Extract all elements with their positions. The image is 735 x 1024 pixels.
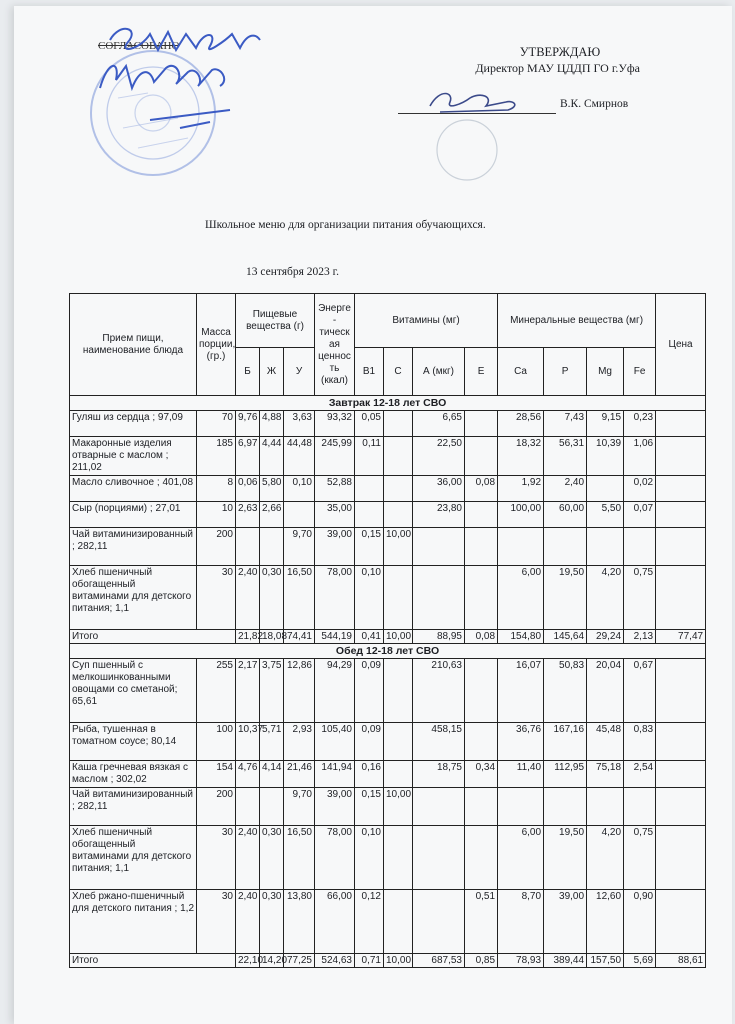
cell-zh: 0,30 (260, 826, 284, 890)
cell-fe: 0,83 (624, 723, 656, 761)
cell-mg: 5,50 (587, 502, 624, 528)
total-b1: 0,71 (355, 954, 384, 968)
cell-b1: 0,16 (355, 761, 384, 788)
table-row (70, 659, 706, 723)
cell-mass: 70 (197, 411, 236, 437)
cell-ca: 28,56 (498, 411, 544, 437)
cell-mass: 100 (197, 723, 236, 761)
cell-price (656, 528, 706, 566)
total-a: 88,95 (413, 630, 465, 644)
cell-price (656, 437, 706, 476)
signature-line (398, 113, 556, 114)
cell-u: 16,50 (284, 826, 315, 890)
cell-zh: 5,80 (260, 476, 284, 502)
cell-p: 39,00 (544, 890, 587, 954)
cell-energy: 39,00 (315, 528, 355, 566)
cell-mg: 20,04 (587, 659, 624, 723)
cell-b1: 0,09 (355, 659, 384, 723)
cell-a: 23,80 (413, 502, 465, 528)
cell-mg (587, 788, 624, 826)
cell-fe (624, 788, 656, 826)
cell-b: 2,17 (236, 659, 260, 723)
header-ca: Са (498, 348, 544, 396)
cell-fe: 2,54 (624, 761, 656, 788)
cell-c (384, 437, 413, 476)
cell-b: 2,63 (236, 502, 260, 528)
cell-ca: 1,92 (498, 476, 544, 502)
approval-block (440, 44, 640, 76)
total-mg: 29,24 (587, 630, 624, 644)
cell-b1 (355, 502, 384, 528)
cell-c (384, 890, 413, 954)
cell-e (465, 659, 498, 723)
total-b1: 0,41 (355, 630, 384, 644)
header-b1: В1 (355, 348, 384, 396)
cell-price (656, 723, 706, 761)
cell-fe: 0,75 (624, 826, 656, 890)
cell-b1: 0,09 (355, 723, 384, 761)
cell-mass: 255 (197, 659, 236, 723)
cell-b: 6,97 (236, 437, 260, 476)
cell-b1: 0,05 (355, 411, 384, 437)
cell-mass: 200 (197, 788, 236, 826)
table-row (70, 476, 706, 502)
cell-a: 6,65 (413, 411, 465, 437)
cell-zh: 3,75 (260, 659, 284, 723)
cell-e (465, 826, 498, 890)
cell-c: 10,00 (384, 788, 413, 826)
cell-u: 12,86 (284, 659, 315, 723)
cell-b1 (355, 476, 384, 502)
cell-fe: 1,06 (624, 437, 656, 476)
header-vitamins: Витамины (мг) (355, 294, 498, 348)
cell-a: 22,50 (413, 437, 465, 476)
cell-energy: 35,00 (315, 502, 355, 528)
cell-ca (498, 788, 544, 826)
cell-u: 9,70 (284, 788, 315, 826)
approval-title: УТВЕРЖДАЮ (519, 45, 601, 59)
document-title: Школьное меню для организации питания обучающихся. (205, 219, 486, 231)
table-row (70, 826, 706, 890)
faint-stamp (432, 115, 502, 185)
cell-mass: 10 (197, 502, 236, 528)
cell-c (384, 761, 413, 788)
cell-ca: 36,76 (498, 723, 544, 761)
section-title: Завтрак 12-18 лет СВО (70, 396, 706, 411)
total-u: 74,41 (284, 630, 315, 644)
cell-b: 4,76 (236, 761, 260, 788)
cell-b1: 0,12 (355, 890, 384, 954)
cell-a (413, 788, 465, 826)
document-date: 13 сентября 2023 г. (246, 266, 339, 278)
cell-p: 167,16 (544, 723, 587, 761)
dish-name: Хлеб пшеничный обогащенный витаминами для детского питания; 1,1 (70, 826, 197, 890)
cell-e (465, 566, 498, 630)
cell-price (656, 826, 706, 890)
cell-b: 10,37 (236, 723, 260, 761)
cell-price (656, 476, 706, 502)
header-mg: Mg (587, 348, 624, 396)
table-row (70, 566, 706, 630)
total-b: 21,82 (236, 630, 260, 644)
cell-energy: 66,00 (315, 890, 355, 954)
director-name: В.К. Смирнов (560, 98, 629, 110)
cell-zh: 0,30 (260, 566, 284, 630)
cell-b: 2,40 (236, 566, 260, 630)
cell-p (544, 528, 587, 566)
table-row (70, 437, 706, 476)
table-row (70, 723, 706, 761)
header-nutrients: Пищевые вещества (г) (236, 294, 315, 348)
cell-mg: 4,20 (587, 566, 624, 630)
cell-a (413, 528, 465, 566)
cell-energy: 94,29 (315, 659, 355, 723)
dish-name: Каша гречневая вязкая с маслом ; 302,02 (70, 761, 197, 788)
cell-energy: 52,88 (315, 476, 355, 502)
cell-u: 21,46 (284, 761, 315, 788)
cell-mass: 8 (197, 476, 236, 502)
cell-fe (624, 528, 656, 566)
cell-b1: 0,10 (355, 566, 384, 630)
dish-name: Макаронные изделия отварные с маслом ; 211,02 (70, 437, 197, 476)
cell-fe: 0,23 (624, 411, 656, 437)
cell-a (413, 566, 465, 630)
dish-name: Хлеб пшеничный обогащенный витаминами для детского питания; 1,1 (70, 566, 197, 630)
cell-e (465, 723, 498, 761)
total-row (70, 630, 706, 644)
cell-e (465, 437, 498, 476)
table-row (70, 528, 706, 566)
cell-e (465, 528, 498, 566)
dish-name: Масло сливочное ; 401,08 (70, 476, 197, 502)
cell-mg: 4,20 (587, 826, 624, 890)
cell-zh: 4,88 (260, 411, 284, 437)
total-c: 10,00 (384, 954, 413, 968)
cell-p: 50,83 (544, 659, 587, 723)
header-fe: Fe (624, 348, 656, 396)
handwritten-signature-left (80, 10, 280, 140)
header-c: С (384, 348, 413, 396)
cell-c (384, 502, 413, 528)
header-a: А (мкг) (413, 348, 465, 396)
cell-ca: 6,00 (498, 566, 544, 630)
cell-c (384, 566, 413, 630)
cell-zh (260, 528, 284, 566)
section-header (70, 396, 706, 411)
total-c: 10,00 (384, 630, 413, 644)
cell-mass: 30 (197, 890, 236, 954)
cell-u: 16,50 (284, 566, 315, 630)
header-zh: Ж (260, 348, 284, 396)
cell-mg: 10,39 (587, 437, 624, 476)
menu-table-body (70, 396, 706, 968)
cell-e (465, 502, 498, 528)
cell-c (384, 826, 413, 890)
cell-u (284, 502, 315, 528)
cell-fe: 0,90 (624, 890, 656, 954)
cell-a: 458,15 (413, 723, 465, 761)
cell-b: 0,06 (236, 476, 260, 502)
dish-name: Чай витаминизированный ; 282,11 (70, 528, 197, 566)
agreed-label: СОГЛАСОВАНО (98, 40, 180, 52)
cell-u: 3,63 (284, 411, 315, 437)
header-u: У (284, 348, 315, 396)
header-b: Б (236, 348, 260, 396)
cell-mass: 185 (197, 437, 236, 476)
cell-fe: 0,75 (624, 566, 656, 630)
cell-e (465, 411, 498, 437)
total-label: Итого (70, 954, 236, 968)
total-energy: 524,63 (315, 954, 355, 968)
total-price: 77,47 (656, 630, 706, 644)
cell-price (656, 566, 706, 630)
cell-fe: 0,07 (624, 502, 656, 528)
cell-mass: 30 (197, 566, 236, 630)
table-row (70, 890, 706, 954)
dish-name: Суп пшенный с мелкошинкованными овощами со сметаной; 65,61 (70, 659, 197, 723)
dish-name: Чай витаминизированный ; 282,11 (70, 788, 197, 826)
cell-p: 2,40 (544, 476, 587, 502)
table-row (70, 761, 706, 788)
total-fe: 5,69 (624, 954, 656, 968)
menu-table (69, 293, 706, 968)
cell-a: 18,75 (413, 761, 465, 788)
cell-ca: 11,40 (498, 761, 544, 788)
header-mass: Масса порции, (гр.) (197, 294, 236, 396)
total-ca: 154,80 (498, 630, 544, 644)
cell-zh: 4,44 (260, 437, 284, 476)
cell-b1: 0,15 (355, 788, 384, 826)
cell-fe: 0,02 (624, 476, 656, 502)
header-price: Цена (656, 294, 706, 396)
cell-p: 112,95 (544, 761, 587, 788)
dish-name: Рыба, тушенная в томатном соусе; 80,14 (70, 723, 197, 761)
cell-b: 2,40 (236, 826, 260, 890)
cell-u: 2,93 (284, 723, 315, 761)
cell-b1: 0,15 (355, 528, 384, 566)
cell-u: 44,48 (284, 437, 315, 476)
cell-e: 0,34 (465, 761, 498, 788)
cell-a (413, 890, 465, 954)
cell-c (384, 659, 413, 723)
cell-b1: 0,11 (355, 437, 384, 476)
cell-u: 13,80 (284, 890, 315, 954)
table-row (70, 411, 706, 437)
total-mg: 157,50 (587, 954, 624, 968)
cell-b: 9,76 (236, 411, 260, 437)
dish-name: Гуляш из сердца ; 97,09 (70, 411, 197, 437)
cell-a: 210,63 (413, 659, 465, 723)
cell-b (236, 528, 260, 566)
cell-zh: 5,71 (260, 723, 284, 761)
total-p: 145,64 (544, 630, 587, 644)
total-price: 88,61 (656, 954, 706, 968)
total-label: Итого (70, 630, 236, 644)
cell-ca: 6,00 (498, 826, 544, 890)
header-e: Е (465, 348, 498, 396)
cell-c (384, 723, 413, 761)
total-u: 77,25 (284, 954, 315, 968)
cell-p: 56,31 (544, 437, 587, 476)
header-minerals: Минеральные вещества (мг) (498, 294, 656, 348)
cell-b: 2,40 (236, 890, 260, 954)
cell-mass: 154 (197, 761, 236, 788)
cell-zh: 4,14 (260, 761, 284, 788)
cell-ca: 8,70 (498, 890, 544, 954)
cell-price (656, 659, 706, 723)
cell-p (544, 788, 587, 826)
cell-mg: 75,18 (587, 761, 624, 788)
table-row (70, 788, 706, 826)
cell-energy: 93,32 (315, 411, 355, 437)
cell-ca (498, 528, 544, 566)
total-fe: 2,13 (624, 630, 656, 644)
cell-p: 7,43 (544, 411, 587, 437)
dish-name: Хлеб ржано-пшеничный для детского питания ; 1,2 (70, 890, 197, 954)
header-meal: Прием пищи, наименование блюда (70, 294, 197, 396)
section-title: Обед 12-18 лет СВО (70, 644, 706, 659)
total-e: 0,08 (465, 630, 498, 644)
cell-energy: 39,00 (315, 788, 355, 826)
header-p: Р (544, 348, 587, 396)
cell-c (384, 411, 413, 437)
cell-zh: 2,66 (260, 502, 284, 528)
cell-mass: 200 (197, 528, 236, 566)
cell-p: 19,50 (544, 826, 587, 890)
cell-c (384, 476, 413, 502)
cell-b1: 0,10 (355, 826, 384, 890)
cell-e: 0,51 (465, 890, 498, 954)
cell-e (465, 788, 498, 826)
cell-mg (587, 476, 624, 502)
total-a: 687,53 (413, 954, 465, 968)
total-b: 22,10 (236, 954, 260, 968)
cell-c: 10,00 (384, 528, 413, 566)
cell-energy: 78,00 (315, 566, 355, 630)
cell-price (656, 411, 706, 437)
total-energy: 544,19 (315, 630, 355, 644)
cell-mg: 12,60 (587, 890, 624, 954)
cell-mg: 45,48 (587, 723, 624, 761)
cell-p: 19,50 (544, 566, 587, 630)
cell-energy: 78,00 (315, 826, 355, 890)
cell-mg: 9,15 (587, 411, 624, 437)
cell-zh: 0,30 (260, 890, 284, 954)
table-row (70, 502, 706, 528)
cell-b (236, 788, 260, 826)
total-ca: 78,93 (498, 954, 544, 968)
cell-mg (587, 528, 624, 566)
cell-mass: 30 (197, 826, 236, 890)
cell-ca: 100,00 (498, 502, 544, 528)
cell-energy: 105,40 (315, 723, 355, 761)
cell-energy: 141,94 (315, 761, 355, 788)
total-e: 0,85 (465, 954, 498, 968)
cell-price (656, 761, 706, 788)
cell-a: 36,00 (413, 476, 465, 502)
total-row (70, 954, 706, 968)
cell-fe: 0,67 (624, 659, 656, 723)
cell-ca: 18,32 (498, 437, 544, 476)
cell-p: 60,00 (544, 502, 587, 528)
cell-ca: 16,07 (498, 659, 544, 723)
cell-price (656, 890, 706, 954)
header-energy: Энерге - тическ ая ценнос ть (ккал) (315, 294, 355, 396)
cell-price (656, 788, 706, 826)
cell-energy: 245,99 (315, 437, 355, 476)
cell-zh (260, 788, 284, 826)
cell-u: 9,70 (284, 528, 315, 566)
cell-a (413, 826, 465, 890)
section-header (70, 644, 706, 659)
total-zh: 14,20 (260, 954, 284, 968)
total-zh: 18,08 (260, 630, 284, 644)
cell-e: 0,08 (465, 476, 498, 502)
cell-u: 0,10 (284, 476, 315, 502)
cell-price (656, 502, 706, 528)
dish-name: Сыр (порциями) ; 27,01 (70, 502, 197, 528)
approval-position: Директор МАУ ЦДДП ГО г.Уфа (475, 61, 640, 75)
total-p: 389,44 (544, 954, 587, 968)
